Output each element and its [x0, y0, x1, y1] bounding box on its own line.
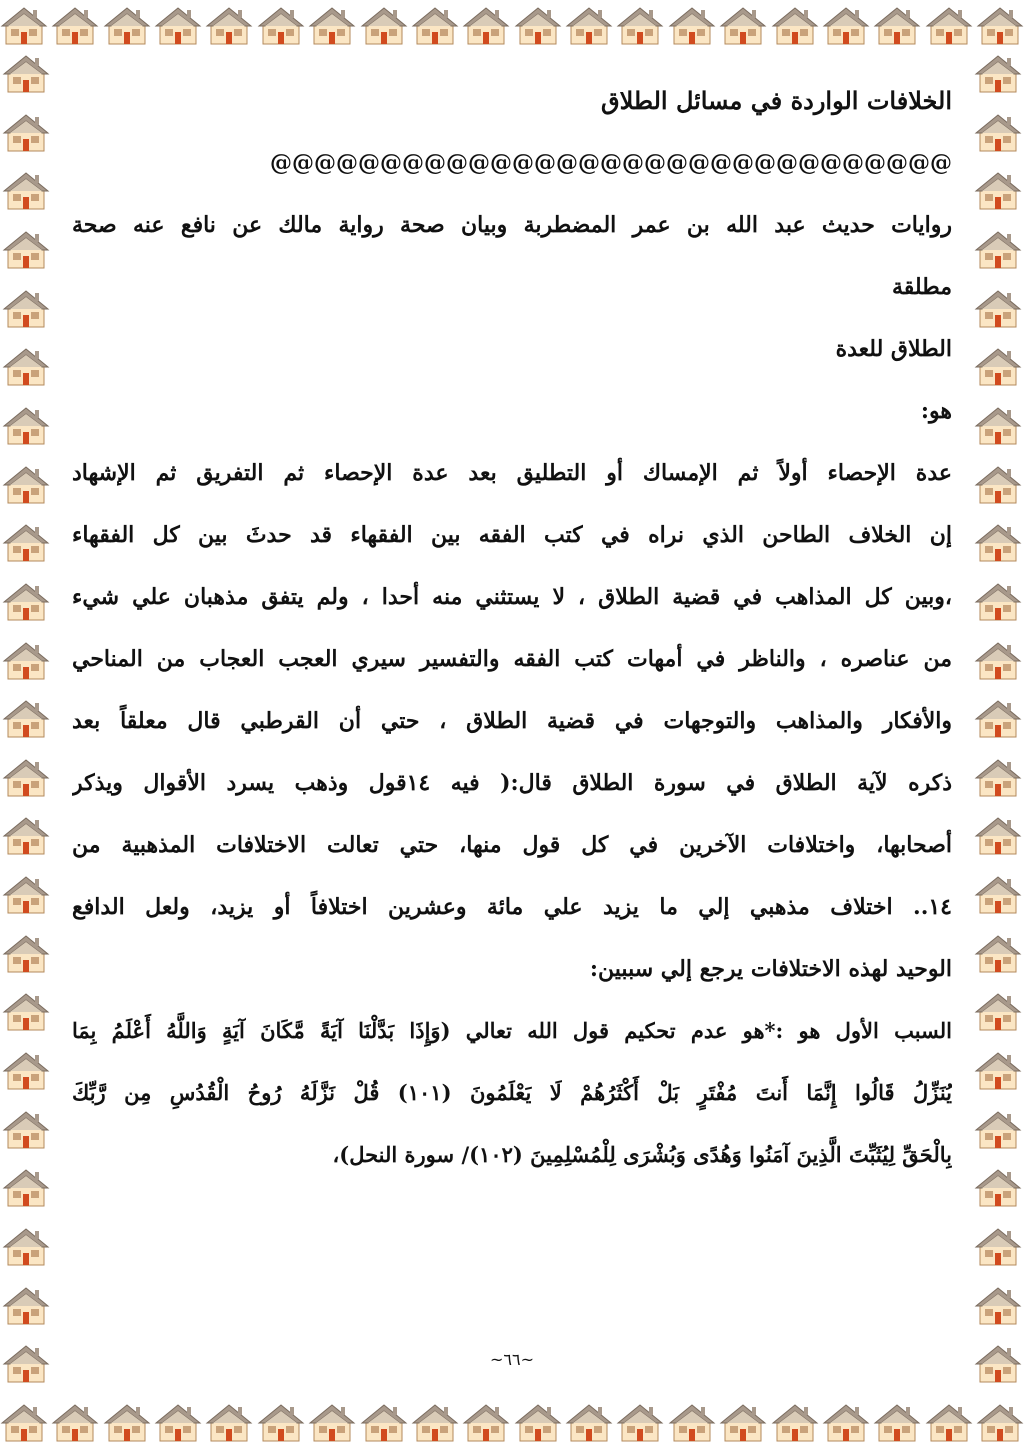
house-icon [668, 1399, 716, 1447]
house-icon [2, 930, 50, 978]
house-icon [719, 2, 767, 50]
quran-verse-line: بِالْحَقِّ لِيُثَبِّتَ الَّذِينَ آمَنُوا وَهُدًى وَبُشْرَى لِلْمُسْلِمِينَ (١٠٢)/ سورة النحل)، [332, 1142, 952, 1167]
definition-line: عدة الإحصاء أولاً ثم الإمساك أو التطليق بعد عدة الإحصاء ثم التفريق ثم الإشهاد [72, 460, 952, 486]
paragraph-line: ١٤.. اختلاف مذهبي إلي ما يزيد علي مائة وعشرين اختلافاً أو يزيد، ولعل الدافع [72, 894, 952, 920]
paragraph-line: الوحيد لهذه الاختلافات يرجع إلي سببين: [589, 956, 952, 982]
house-icon [462, 2, 510, 50]
house-icon [360, 2, 408, 50]
first-reason [72, 1000, 952, 1186]
house-icon [974, 343, 1022, 391]
house-icon [668, 2, 716, 50]
house-icon [2, 1106, 50, 1154]
house-icon [974, 519, 1022, 567]
house-icon [154, 1399, 202, 1447]
house-icon [719, 1399, 767, 1447]
house-icon [2, 1164, 50, 1212]
heading-hadith-narrations-cont: مطلقة [891, 274, 952, 300]
house-icon [411, 1399, 459, 1447]
house-icon [974, 930, 1022, 978]
house-icon [925, 2, 973, 50]
house-icon [974, 402, 1022, 450]
house-icon [974, 285, 1022, 333]
house-icon [411, 2, 459, 50]
house-icon [308, 1399, 356, 1447]
house-icon [873, 1399, 921, 1447]
house-icon [974, 109, 1022, 157]
house-icon [2, 637, 50, 685]
house-icon [2, 285, 50, 333]
house-icon [974, 988, 1022, 1036]
house-icon [2, 1047, 50, 1095]
house-icon [974, 754, 1022, 802]
heading-hadith-narrations: روايات حديث عبد الله بن عمر المضطربة وبيان صحة رواية مالك عن نافع عنه صحة [72, 212, 952, 238]
house-icon [51, 1399, 99, 1447]
paragraph-line: ذكره لآية الطلاق في سورة الطلاق قال:( فيه ١٤قول وذهب يسرد الأقوال ويذكر [72, 770, 952, 796]
page-number: ~٦٦~ [490, 1350, 534, 1369]
house-icon [976, 2, 1024, 50]
document-title: الخلافات الواردة في مسائل الطلاق [600, 86, 952, 115]
house-icon [2, 50, 50, 98]
house-icon [565, 2, 613, 50]
house-icon [0, 2, 48, 50]
house-icon [925, 1399, 973, 1447]
house-icon [2, 578, 50, 626]
separator-line: @@@@@@@@@@@@@@@@@@@@@@@@@@@@@@@ [270, 150, 952, 176]
house-icon [2, 167, 50, 215]
house-icon [103, 2, 151, 50]
house-icon [2, 461, 50, 509]
paragraph-line: من عناصره ، والناظر في أمهات كتب الفقه والتفسير سيري العجب العجاب من المناحي [72, 646, 952, 672]
house-icon [974, 167, 1022, 215]
house-icon [976, 1399, 1024, 1447]
house-icon [2, 109, 50, 157]
house-icon [462, 1399, 510, 1447]
house-icon [2, 871, 50, 919]
house-icon [616, 2, 664, 50]
house-icon [822, 2, 870, 50]
paragraph-line: ،وبين كل المذاهب في قضية الطلاق ، لا يستثني منه أحدا ، ولم يتفق مذهبان علي شيء [72, 584, 952, 610]
house-icon [974, 812, 1022, 860]
paragraph [72, 504, 952, 1000]
house-icon [974, 578, 1022, 626]
house-icon [2, 1282, 50, 1330]
house-icon [2, 754, 50, 802]
house-icon [360, 1399, 408, 1447]
reason-line: السبب الأول هو :*هو عدم تحكيم قول الله تعالي (وَإِذَا بَدَّلْنَا آيَةً مَّكَانَ آيَةٍ وَاللَّهُ أَعْلَمُ بِمَا [72, 1018, 952, 1043]
house-icon [974, 1164, 1022, 1212]
house-icon [873, 2, 921, 50]
paragraph-line: إن الخلاف الطاحن الذي نراه في كتب الفقه بين الفقهاء قد حدثَ بين كل الفقهاء [72, 522, 952, 548]
house-icon [974, 1047, 1022, 1095]
house-icon [974, 1282, 1022, 1330]
house-icon [205, 1399, 253, 1447]
paragraph-line: والأفكار والمذاهب والتوجهات في قضية الطلاق ، حتي أن القرطبي قال معلقاً بعد [72, 708, 952, 734]
house-icon [257, 1399, 305, 1447]
quran-verse-line: يُنَزِّلُ قَالُوا إِنَّمَا أَنتَ مُفْتَرٍ بَلْ أَكْثَرُهُمْ لَا يَعْلَمُونَ (١٠١) قُلْ نَزَّلَهُ رُوحُ الْقُدُسِ مِن رَّبِّكَ [72, 1080, 952, 1105]
document-page [72, 70, 952, 1379]
paragraph-line: أصحابها، واختلافات الآخرين في كل قول منها، حتي تعالت الاختلافات المذهبية من [72, 832, 952, 858]
house-icon [974, 50, 1022, 98]
heading-talaq-lil-iddah: الطلاق للعدة [835, 336, 952, 362]
house-icon [974, 226, 1022, 274]
house-icon [974, 695, 1022, 743]
house-icon [974, 871, 1022, 919]
house-icon [2, 812, 50, 860]
house-icon [771, 1399, 819, 1447]
house-icon [2, 695, 50, 743]
house-icon [771, 2, 819, 50]
house-icon [565, 1399, 613, 1447]
house-icon [257, 2, 305, 50]
house-icon [514, 1399, 562, 1447]
house-icon [616, 1399, 664, 1447]
house-icon [308, 2, 356, 50]
house-icon [2, 988, 50, 1036]
house-icon [0, 1399, 48, 1447]
house-icon [514, 2, 562, 50]
house-icon [2, 226, 50, 274]
house-icon [2, 1223, 50, 1271]
house-icon [2, 1340, 50, 1388]
house-icon [2, 402, 50, 450]
heading-huwa: هو: [920, 398, 952, 424]
house-icon [154, 2, 202, 50]
house-icon [822, 1399, 870, 1447]
house-icon [2, 343, 50, 391]
house-icon [974, 1340, 1022, 1388]
house-icon [974, 1106, 1022, 1154]
house-icon [974, 637, 1022, 685]
house-icon [974, 461, 1022, 509]
house-icon [2, 519, 50, 567]
house-icon [974, 1223, 1022, 1271]
house-icon [103, 1399, 151, 1447]
house-icon [51, 2, 99, 50]
house-icon [205, 2, 253, 50]
